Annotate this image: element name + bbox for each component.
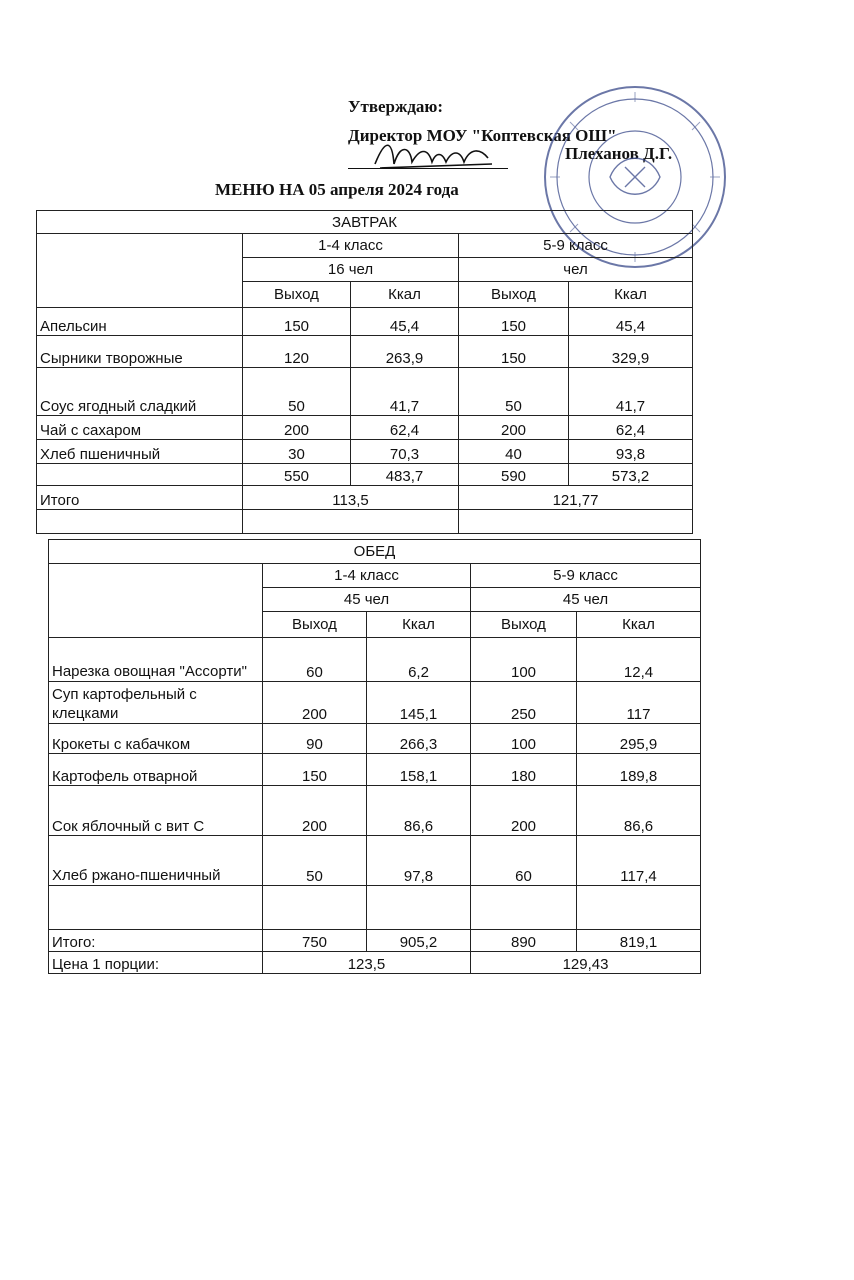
portion-value: 100 bbox=[471, 724, 577, 754]
blank-cell bbox=[37, 234, 243, 308]
dish-name: Картофель отварной bbox=[49, 754, 263, 786]
portion-value: 150 bbox=[263, 754, 367, 786]
portion-value: 150 bbox=[459, 336, 569, 368]
price-value: 129,43 bbox=[471, 952, 701, 974]
portion-value: 100 bbox=[471, 638, 577, 682]
dish-name: Чай с сахаром bbox=[37, 416, 243, 440]
kcal-value: 45,4 bbox=[569, 308, 693, 336]
total-portion: 890 bbox=[471, 930, 577, 952]
director-title: Директор МОУ "Коптевская ОШ" bbox=[348, 126, 617, 145]
kcal-value: 62,4 bbox=[351, 416, 459, 440]
total-value: 121,77 bbox=[459, 486, 693, 510]
portion-value: 200 bbox=[459, 416, 569, 440]
total-portion: 750 bbox=[263, 930, 367, 952]
portion-value: 200 bbox=[471, 786, 577, 836]
dish-name: Хлеб пшеничный bbox=[37, 440, 243, 464]
kcal-value: 329,9 bbox=[569, 336, 693, 368]
empty-row bbox=[37, 510, 693, 534]
portion-value: 50 bbox=[459, 368, 569, 416]
portion-value: 150 bbox=[243, 308, 351, 336]
kcal-value: 145,1 bbox=[367, 682, 471, 724]
kcal-value: 62,4 bbox=[569, 416, 693, 440]
group-label: 1-4 класс bbox=[263, 564, 471, 588]
group-label: 1-4 класс bbox=[243, 234, 459, 258]
kcal-value: 266,3 bbox=[367, 724, 471, 754]
kcal-value: 483,7 bbox=[351, 464, 459, 486]
kcal-value: 189,8 bbox=[577, 754, 701, 786]
total-kcal: 819,1 bbox=[577, 930, 701, 952]
kcal-value: 12,4 bbox=[577, 638, 701, 682]
portion-value: 50 bbox=[263, 836, 367, 886]
section-heading: ОБЕД bbox=[49, 540, 701, 564]
table-row bbox=[37, 336, 693, 368]
portion-value: 120 bbox=[243, 336, 351, 368]
dish-name: Апельсин bbox=[37, 308, 243, 336]
table-row bbox=[37, 416, 693, 440]
column-header: Выход bbox=[243, 282, 351, 308]
page-title: МЕНЮ НА 05 апреля 2024 года bbox=[215, 180, 459, 199]
table-row bbox=[49, 682, 701, 724]
breakfast-table bbox=[36, 210, 693, 534]
total-row bbox=[49, 930, 701, 952]
total-kcal: 905,2 bbox=[367, 930, 471, 952]
table-row bbox=[49, 754, 701, 786]
handwritten-signature bbox=[370, 134, 500, 174]
kcal-value: 117,4 bbox=[577, 836, 701, 886]
portion-value: 200 bbox=[243, 416, 351, 440]
price-row bbox=[49, 952, 701, 974]
portion-value: 550 bbox=[243, 464, 351, 486]
column-header: Выход bbox=[471, 612, 577, 638]
table-row bbox=[49, 786, 701, 836]
table-row bbox=[37, 440, 693, 464]
group-count: чел bbox=[459, 258, 693, 282]
kcal-value: 41,7 bbox=[351, 368, 459, 416]
group-count: 16 чел bbox=[243, 258, 459, 282]
portion-value: 250 bbox=[471, 682, 577, 724]
dish-name bbox=[37, 464, 243, 486]
total-row bbox=[37, 486, 693, 510]
column-header: Выход bbox=[459, 282, 569, 308]
portion-value: 40 bbox=[459, 440, 569, 464]
dish-name: Соус ягодный сладкий bbox=[37, 368, 243, 416]
kcal-value: 45,4 bbox=[351, 308, 459, 336]
group-label: 5-9 класс bbox=[459, 234, 693, 258]
kcal-value: 6,2 bbox=[367, 638, 471, 682]
column-header: Ккал bbox=[351, 282, 459, 308]
portion-value: 200 bbox=[263, 786, 367, 836]
kcal-value: 70,3 bbox=[351, 440, 459, 464]
column-header: Выход bbox=[263, 612, 367, 638]
dish-name: Нарезка овощная "Ассорти" bbox=[49, 638, 263, 682]
column-header: Ккал bbox=[367, 612, 471, 638]
kcal-value: 41,7 bbox=[569, 368, 693, 416]
column-header: Ккал bbox=[569, 282, 693, 308]
portion-value: 50 bbox=[243, 368, 351, 416]
dish-name: Сок яблочный с вит С bbox=[49, 786, 263, 836]
portion-value: 60 bbox=[471, 836, 577, 886]
section-heading: ЗАВТРАК bbox=[37, 211, 693, 234]
table-row bbox=[37, 308, 693, 336]
portion-value: 590 bbox=[459, 464, 569, 486]
price-value: 123,5 bbox=[263, 952, 471, 974]
kcal-value: 86,6 bbox=[577, 786, 701, 836]
table-row bbox=[37, 368, 693, 416]
dish-name: Сырники творожные bbox=[37, 336, 243, 368]
table-row bbox=[49, 638, 701, 682]
total-value: 113,5 bbox=[243, 486, 459, 510]
subtotal-row bbox=[37, 464, 693, 486]
portion-value: 150 bbox=[459, 308, 569, 336]
price-label: Цена 1 порции: bbox=[49, 952, 263, 974]
group-count: 45 чел bbox=[263, 588, 471, 612]
group-label: 5-9 класс bbox=[471, 564, 701, 588]
kcal-value: 295,9 bbox=[577, 724, 701, 754]
total-label: Итого: bbox=[49, 930, 263, 952]
kcal-value: 263,9 bbox=[351, 336, 459, 368]
table-row bbox=[49, 836, 701, 886]
dish-name: Хлеб ржано-пшеничный bbox=[49, 836, 263, 886]
portion-value: 60 bbox=[263, 638, 367, 682]
dish-name: Суп картофельный с клецками bbox=[49, 682, 263, 724]
kcal-value: 97,8 bbox=[367, 836, 471, 886]
empty-row bbox=[49, 886, 701, 930]
blank-cell bbox=[49, 564, 263, 638]
kcal-value: 117 bbox=[577, 682, 701, 724]
kcal-value: 93,8 bbox=[569, 440, 693, 464]
group-count: 45 чел bbox=[471, 588, 701, 612]
lunch-table bbox=[48, 539, 701, 974]
director-name: Плеханов Д.Г. bbox=[565, 144, 673, 163]
kcal-value: 158,1 bbox=[367, 754, 471, 786]
portion-value: 90 bbox=[263, 724, 367, 754]
column-header: Ккал bbox=[577, 612, 701, 638]
total-label: Итого bbox=[37, 486, 243, 510]
table-row bbox=[49, 724, 701, 754]
kcal-value: 86,6 bbox=[367, 786, 471, 836]
portion-value: 180 bbox=[471, 754, 577, 786]
portion-value: 200 bbox=[263, 682, 367, 724]
kcal-value: 573,2 bbox=[569, 464, 693, 486]
approval-line: Утверждаю: bbox=[348, 97, 444, 116]
portion-value: 30 bbox=[243, 440, 351, 464]
dish-name: Крокеты с кабачком bbox=[49, 724, 263, 754]
